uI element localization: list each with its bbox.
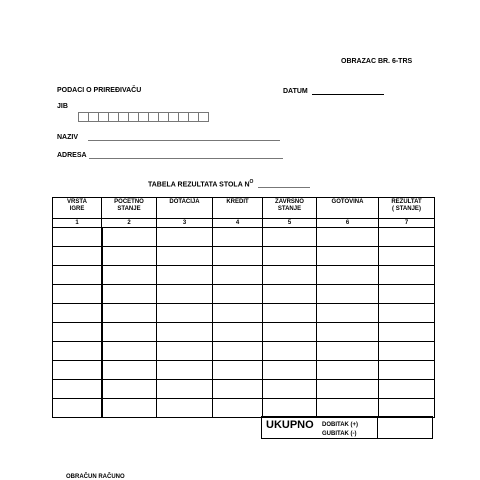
section-title: PODACI O PRIREĐIVAČU (57, 87, 142, 94)
table-cell[interactable] (263, 342, 317, 361)
table-cell[interactable] (157, 399, 213, 418)
table-title (148, 179, 310, 188)
table-cell[interactable] (317, 228, 379, 247)
column-header (263, 198, 317, 219)
table-cell[interactable] (102, 342, 157, 361)
column-header-line2: STANJE (117, 206, 141, 212)
adresa-label: ADRESA (57, 152, 87, 159)
table-cell[interactable] (213, 342, 263, 361)
table-cell[interactable] (157, 266, 213, 285)
column-header-line2: ( STANJE) (392, 206, 421, 212)
table-row (53, 247, 435, 266)
table-number-sup: O (249, 179, 254, 185)
column-header (213, 198, 263, 219)
datum-field[interactable] (283, 87, 384, 95)
column-header-line1: REZULTAT (391, 199, 422, 205)
column-header-line1: ZAVRŠNO (275, 199, 304, 205)
table-row (53, 361, 435, 380)
jib-input-boxes[interactable] (78, 112, 208, 122)
table-cell[interactable] (157, 323, 213, 342)
table-cell[interactable] (317, 399, 379, 418)
footer-label: OBRAČUN RAČUNO (66, 474, 125, 480)
adresa-field[interactable] (57, 151, 283, 159)
table-cell[interactable] (157, 380, 213, 399)
table-cell[interactable] (53, 342, 102, 361)
table-cell[interactable] (263, 304, 317, 323)
table-cell[interactable] (213, 399, 263, 418)
table-cell[interactable] (317, 304, 379, 323)
table-cell[interactable] (157, 285, 213, 304)
table-cell[interactable] (102, 399, 157, 418)
dobitak-label: DOBITAK (+) (322, 422, 359, 428)
column-header-line1: KREDIT (226, 199, 249, 205)
column-number: 7 (379, 219, 435, 228)
table-number-label: N (244, 181, 250, 189)
results-table (52, 197, 435, 418)
column-header-line1: GOTOVINA (331, 199, 364, 205)
table-cell[interactable] (53, 266, 102, 285)
table-cell[interactable] (379, 380, 435, 399)
column-number: 3 (157, 219, 213, 228)
table-cell[interactable] (213, 228, 263, 247)
totals-value-cell[interactable] (377, 416, 433, 439)
table-cell[interactable] (102, 228, 157, 247)
table-cell[interactable] (102, 323, 157, 342)
table-cell[interactable] (213, 247, 263, 266)
table-cell[interactable] (53, 304, 102, 323)
table-cell[interactable] (102, 361, 157, 380)
column-header-line1: POČETNO (114, 199, 144, 205)
table-cell[interactable] (317, 380, 379, 399)
table-cell[interactable] (213, 380, 263, 399)
table-cell[interactable] (53, 228, 102, 247)
table-cell[interactable] (317, 266, 379, 285)
table-cell[interactable] (53, 285, 102, 304)
table-cell[interactable] (379, 228, 435, 247)
table-row (53, 399, 435, 418)
column-number: 4 (213, 219, 263, 228)
table-cell[interactable] (317, 361, 379, 380)
naziv-field[interactable] (57, 133, 280, 141)
table-cell[interactable] (102, 304, 157, 323)
table-cell[interactable] (379, 361, 435, 380)
table-cell[interactable] (379, 247, 435, 266)
datum-line[interactable] (312, 87, 384, 95)
column-header-line2: IGRE (69, 206, 85, 212)
table-cell[interactable] (102, 247, 157, 266)
adresa-line[interactable] (89, 151, 283, 159)
table-row (53, 342, 435, 361)
table-number-line[interactable] (258, 180, 310, 188)
column-number: 1 (53, 219, 102, 228)
table-cell[interactable] (53, 361, 102, 380)
column-number: 6 (317, 219, 379, 228)
table-cell[interactable] (53, 323, 102, 342)
table-row (53, 266, 435, 285)
table-row (53, 380, 435, 399)
table-cell[interactable] (263, 380, 317, 399)
column-number: 2 (102, 219, 157, 228)
table-cell[interactable] (213, 323, 263, 342)
table-cell[interactable] (263, 323, 317, 342)
table-cell[interactable] (379, 342, 435, 361)
table-cell[interactable] (379, 323, 435, 342)
table-cell[interactable] (213, 285, 263, 304)
table-cell[interactable] (317, 342, 379, 361)
table-cell[interactable] (317, 285, 379, 304)
table-cell[interactable] (157, 304, 213, 323)
column-header (317, 198, 379, 219)
table-cell[interactable] (263, 399, 317, 418)
jib-digit-box[interactable] (198, 112, 209, 122)
totals-label-box (261, 416, 378, 439)
table-title-text: TABELA REZULTATA STOLA (148, 181, 243, 189)
ukupno-label: UKUPNO (266, 419, 314, 431)
table-cell[interactable] (379, 266, 435, 285)
jib-label: JIB (57, 103, 68, 110)
table-cell[interactable] (102, 285, 157, 304)
column-header-line1: DOTACIJA (169, 199, 200, 205)
naziv-line[interactable] (88, 133, 280, 141)
table-cell[interactable] (263, 247, 317, 266)
gubitak-label: GUBITAK (-) (322, 431, 357, 437)
table-cell[interactable] (263, 285, 317, 304)
table-row (53, 323, 435, 342)
table-cell[interactable] (263, 228, 317, 247)
column-header-line2: STANJE (277, 206, 302, 212)
table-cell[interactable] (379, 285, 435, 304)
table-cell[interactable] (157, 361, 213, 380)
column-header-line1: VRSTA (67, 199, 87, 205)
table-cell[interactable] (102, 380, 157, 399)
table-cell[interactable] (317, 323, 379, 342)
table-cell[interactable] (102, 266, 157, 285)
table-row (53, 304, 435, 323)
table-cell[interactable] (379, 399, 435, 418)
table-cell[interactable] (157, 228, 213, 247)
table-cell[interactable] (379, 304, 435, 323)
table-cell[interactable] (263, 266, 317, 285)
column-number: 5 (263, 219, 317, 228)
table-cell[interactable] (213, 361, 263, 380)
table-cell[interactable] (157, 247, 213, 266)
naziv-label: NAZIV (57, 134, 78, 141)
table-cell[interactable] (53, 380, 102, 399)
column-header (53, 198, 102, 219)
column-header (157, 198, 213, 219)
table-cell[interactable] (213, 304, 263, 323)
table-cell[interactable] (213, 266, 263, 285)
datum-label: DATUM (283, 88, 308, 95)
table-row (53, 285, 435, 304)
column-header (102, 198, 157, 219)
table-cell[interactable] (317, 247, 379, 266)
table-cell[interactable] (157, 342, 213, 361)
column-header (379, 198, 435, 219)
table-row (53, 228, 435, 247)
form-number: OBRAZAC BR. 6-TRS (341, 58, 413, 65)
table-cell[interactable] (53, 247, 102, 266)
table-cell[interactable] (263, 361, 317, 380)
table-cell[interactable] (53, 399, 102, 418)
